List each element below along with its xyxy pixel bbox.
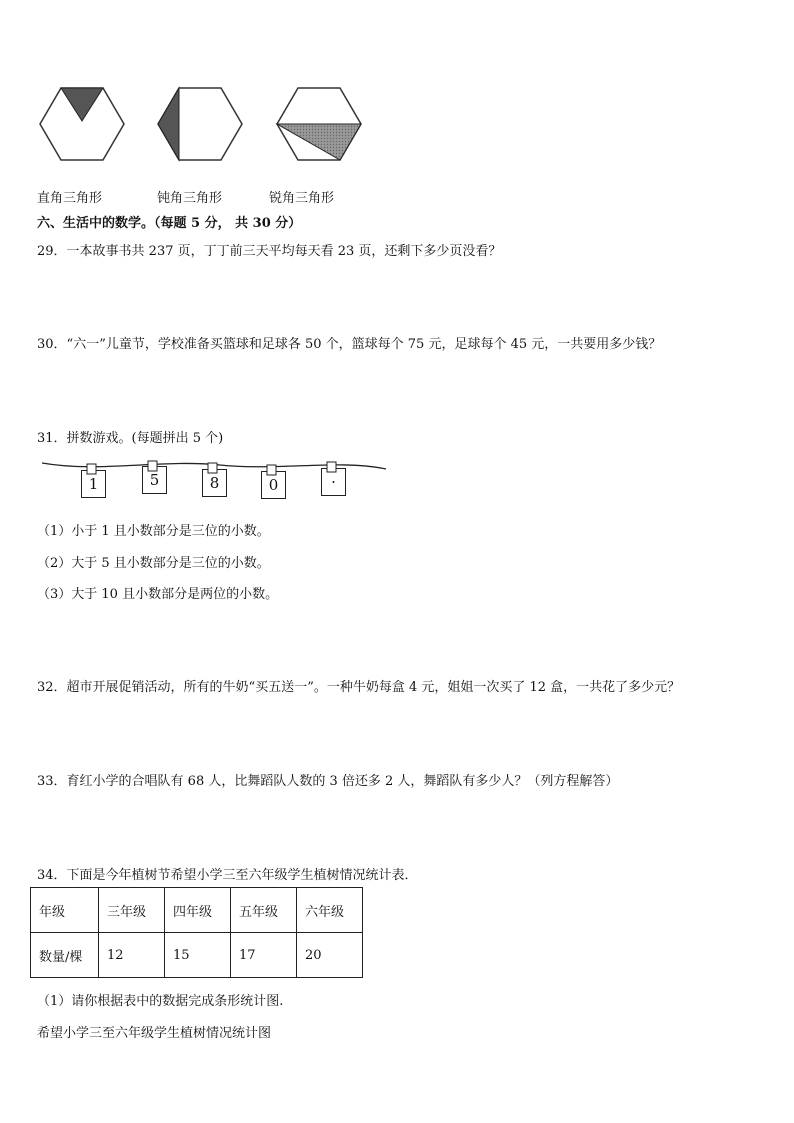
table-cell: 年级 [31,888,99,933]
question-34: 34．下面是今年植树节希望小学三至六年级学生植树情况统计表． [37,868,418,883]
number-card-8: 8 [202,469,227,497]
table-row [31,933,363,978]
table-header-row [31,888,363,933]
number-card-dot: · [321,468,346,496]
question-33: 33．育红小学的合唱队有 68 人，比舞蹈队人数的 3 倍还多 2 人，舞蹈队有多少人？（列方程解答） [37,774,619,789]
question-31-part-1: （1）小于 1 且小数部分是三位的小数。 [37,524,270,539]
shape-label-right: 直角三角形 [37,191,103,206]
table-cell: 17 [231,933,297,978]
question-31-part-2: （2）大于 5 且小数部分是三位的小数。 [37,556,270,571]
number-card-0: 0 [261,471,286,499]
question-31-part-3: （3）大于 10 且小数部分是两位的小数。 [37,587,279,602]
shape-label-acute: 锐角三角形 [269,191,335,206]
question-29: 29．一本故事书共 237 页，丁丁前三天平均每天看 23 页，还剩下多少页没看？ [37,244,502,259]
tree-planting-table [30,887,363,978]
hexagon-figure-right-triangle [38,86,126,166]
hexagon-figure-obtuse-triangle [156,86,244,166]
table-cell: 12 [99,933,165,978]
question-30: 30．“六一”儿童节，学校准备买篮球和足球各 50 个，篮球每个 75 元，足球每个 45 元，一共要用多少钱？ [37,337,662,352]
table-cell: 四年级 [165,888,231,933]
number-card-1: 1 [81,470,106,498]
table-cell: 15 [165,933,231,978]
question-31: 31．拼数游戏。(每题拼出 5 个) [37,431,224,446]
table-cell: 五年级 [231,888,297,933]
table-cell: 三年级 [99,888,165,933]
shape-label-obtuse: 钝角三角形 [157,191,223,206]
section-title: 六、生活中的数学。（每题 5 分， 共 30 分） [37,216,302,231]
card-clips [80,460,360,476]
hexagon-figure-acute-triangle [275,86,363,166]
chart-title: 希望小学三至六年级学生植树情况统计图 [37,1026,272,1041]
number-card-5: 5 [142,466,167,494]
table-cell: 数量/棵 [31,933,99,978]
question-34-part-1: （1）请你根据表中的数据完成条形统计图. [37,994,284,1009]
table-cell: 20 [297,933,363,978]
table-cell: 六年级 [297,888,363,933]
question-32: 32．超市开展促销活动，所有的牛奶“买五送一”。一种牛奶每盒 4 元，姐姐一次买了 12 盒，一共花了多少元？ [37,680,681,695]
